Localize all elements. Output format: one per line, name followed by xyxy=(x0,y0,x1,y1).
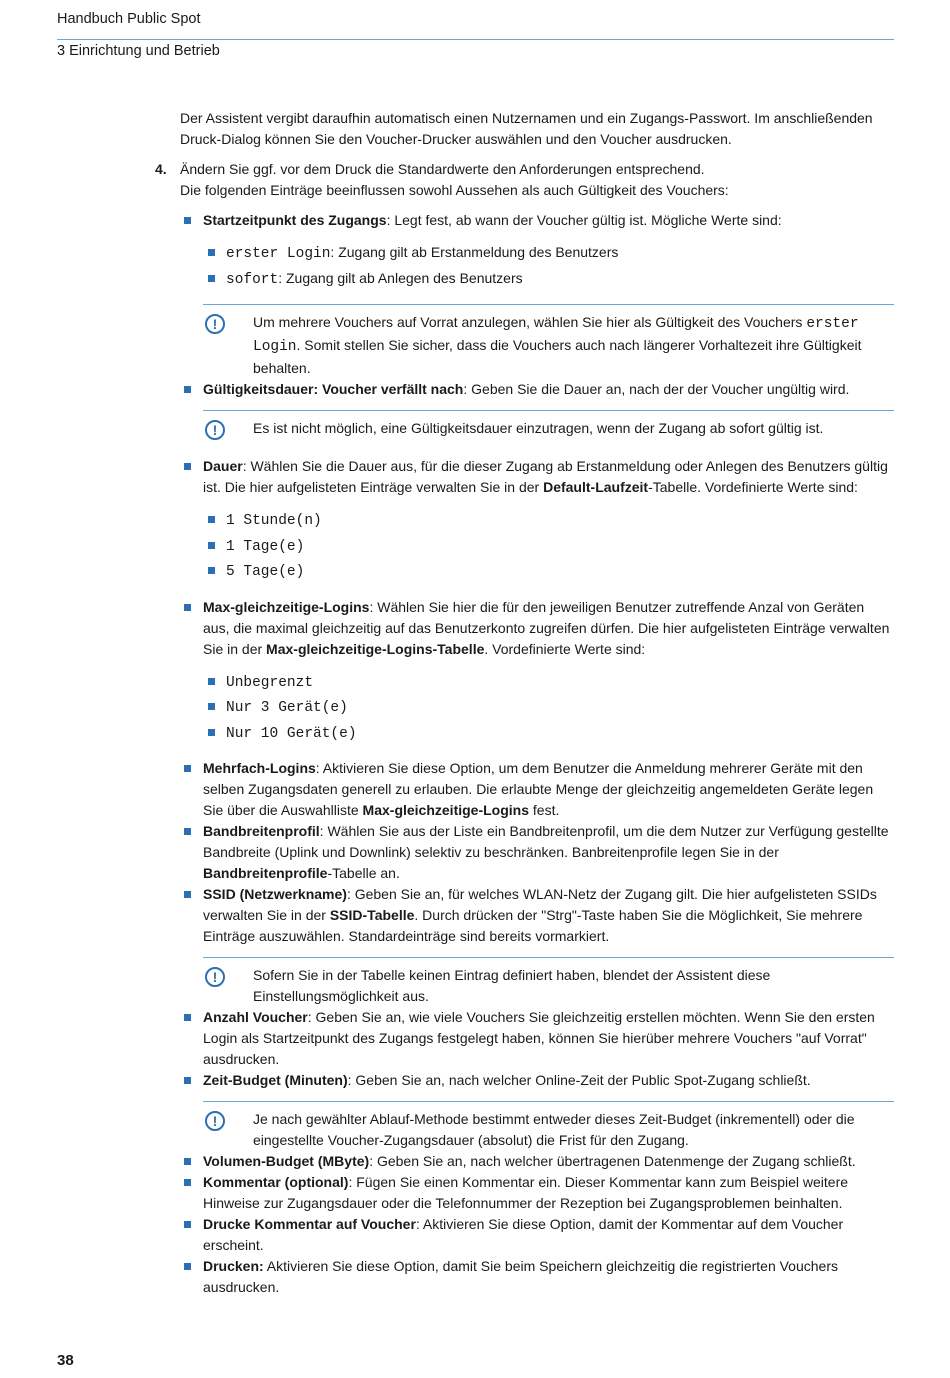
term-multi: Mehrfach-Logins xyxy=(203,760,316,776)
value-item xyxy=(203,508,894,534)
ref-multi: Max-gleichzeitige-Logins xyxy=(362,802,530,818)
note-text: Sofern Sie in der Tabelle keinen Eintrag definiert haben, blendet der Assistent diese Einstellungsmöglichkeit aus. xyxy=(253,967,771,1004)
note-ssid xyxy=(203,957,894,1007)
square-bullet-icon xyxy=(184,891,191,898)
ref-bandwidth: Bandbreitenprofile xyxy=(203,865,328,881)
desc-ssid-end: . Durch drücken der "Strg"-Taste haben Sie die Möglichkeit, Sie mehrere Einträge auszuwählen. Standardeinträge sind bereits vormarkiert. xyxy=(203,907,863,944)
maxlogins-values xyxy=(203,670,894,747)
list-item-timebudget xyxy=(180,1070,894,1151)
step-text: Ändern Sie ggf. vor dem Druck die Standardwerte den Anforderungen entsprechend. xyxy=(180,161,705,177)
square-bullet-icon xyxy=(208,678,215,685)
option-desc: : Zugang gilt ab Erstanmeldung des Benutzers xyxy=(330,244,619,260)
note-text: Je nach gewählter Ablauf-Methode bestimmt entweder dieses Zeit-Budget (inkrementell) oder die eingestellte Voucher-Zugangsdauer (absolut) die Frist für den Zugang. xyxy=(253,1111,855,1148)
term-count: Anzahl Voucher xyxy=(203,1009,308,1025)
note-text: Es ist nicht möglich, eine Gültigkeitsdauer einzutragen, wenn der Zugang ab sofort gültig ist. xyxy=(253,420,824,436)
desc-count: : Geben Sie an, wie viele Vouchers Sie gleichzeitig erstellen möchten. Wenn Sie den ersten Login als Startzeitpunkt des Zugangs festgelegt haben, können Sie hierüber mehrere Vouchers "auf Vorrat" ausdrucken. xyxy=(203,1009,875,1067)
square-bullet-icon xyxy=(184,1158,191,1165)
desc-maxlogins-end: . Vordefinierte Werte sind: xyxy=(484,640,646,657)
desc-start: : Legt fest, ab wann der Voucher gültig ist. Mögliche Werte sind: xyxy=(386,212,782,228)
list-item-multi xyxy=(180,758,894,821)
term-printcomment: Drucke Kommentar auf Voucher xyxy=(203,1216,416,1232)
info-exclamation-icon: ! xyxy=(205,967,225,987)
desc-multi: : Aktivieren Sie diese Option, um dem Benutzer die Anmeldung mehrerer Geräte mit den selben Zugangsdaten generell zu erlauben. Die erlaubte Menge der gleichzeitig angemeldeten Geräte legen Sie über die Auswahlliste xyxy=(203,760,874,818)
value-code: Nur 3 Gerät(e) xyxy=(226,700,348,716)
list-item-bandwidth xyxy=(180,821,894,884)
intro-paragraph: Der Assistent vergibt daraufhin automatisch einen Nutzernamen und ein Zugangs-Passwort. Im anschließenden Druck-Dialog können Sie den Voucher-Drucker auswählen und den Voucher ausdrucken. xyxy=(180,110,873,147)
square-bullet-icon xyxy=(184,765,191,772)
note-validity xyxy=(203,410,894,444)
square-bullet-icon xyxy=(184,1221,191,1228)
value-item xyxy=(203,559,894,585)
term-timebudget: Zeit-Budget (Minuten) xyxy=(203,1072,348,1088)
list-item-maxlogins xyxy=(180,597,894,747)
square-bullet-icon xyxy=(208,249,215,256)
desc-timebudget: : Geben Sie an, nach welcher Online-Zeit der Public Spot-Zugang schließt. xyxy=(347,1072,811,1088)
info-exclamation-icon: ! xyxy=(205,314,225,334)
list-item-print xyxy=(180,1256,894,1298)
option-item xyxy=(203,241,894,267)
desc-maxlogins: : Wählen Sie hier die für den jeweiligen Benutzer zutreffende Anzal von Geräten aus, die maximal gleichzeitig auf das Benutzerkonto zugreifen dürfen. Die hier aufgelisteten Einträge verwalten Sie in der xyxy=(203,598,890,657)
term-ssid: SSID (Netzwerkname) xyxy=(203,886,347,902)
running-header-title: Handbuch Public Spot xyxy=(57,11,201,27)
value-code: Unbegrenzt xyxy=(226,674,314,691)
list-item-comment xyxy=(180,1172,894,1214)
square-bullet-icon xyxy=(184,217,191,224)
desc-bandwidth-end: -Tabelle an. xyxy=(327,865,400,881)
list-item-printcomment xyxy=(180,1214,894,1256)
square-bullet-icon xyxy=(184,1014,191,1021)
option-code: erster Login xyxy=(226,246,331,262)
ref-duration: Default-Laufzeit xyxy=(543,479,649,495)
desc-ssid: : Geben Sie an, für welches WLAN-Netz der Zugang gilt. Die hier aufgelisteten SSIDs verwalten Sie in der xyxy=(203,886,877,923)
term-volume: Volumen-Budget (MByte) xyxy=(203,1153,370,1169)
list-item-volume xyxy=(180,1151,894,1172)
value-item xyxy=(203,721,894,747)
option-item xyxy=(203,267,894,293)
term-duration: Dauer xyxy=(203,458,243,474)
info-exclamation-icon: ! xyxy=(205,1111,225,1131)
ref-maxlogins: Max-gleichzeitige-Logins-Tabelle xyxy=(266,640,485,657)
square-bullet-icon xyxy=(208,275,215,282)
term-comment: Kommentar (optional) xyxy=(203,1174,349,1190)
square-bullet-icon xyxy=(208,567,215,574)
term-print: Drucken: xyxy=(203,1258,264,1274)
desc-validity: : Geben Sie die Dauer an, nach der der Voucher ungültig wird. xyxy=(463,381,850,397)
page-content xyxy=(155,108,894,1298)
desc-comment: : Fügen Sie einen Kommentar ein. Dieser Kommentar kann zum Beispiel weitere Hinweise zur Zugangsdauer oder die Telefonnummer der Rezeption bei Zugangsproblemen beinhalten. xyxy=(203,1174,849,1211)
list-item-duration xyxy=(180,456,894,585)
square-bullet-icon xyxy=(208,542,215,549)
value-code: Nur 10 Gerät(e) xyxy=(226,725,357,742)
term-maxlogins: Max-gleichzeitige-Logins xyxy=(203,598,370,615)
running-header-chapter: 3 Einrichtung und Betrieb xyxy=(57,43,220,59)
value-code: 1 Tage(e) xyxy=(226,538,305,555)
square-bullet-icon xyxy=(184,1263,191,1270)
desc-duration: : Wählen Sie die Dauer aus, für die dieser Zugang ab Erstanmeldung oder Anlegen des Benutzers gültig ist. Die hier aufgelisteten Einträge verwalten Sie in der xyxy=(203,458,888,495)
desc-bandwidth: : Wählen Sie aus der Liste ein Bandbreitenprofil, um die dem Nutzer zur Verfügung gestellte Bandbreite (Uplink und Downlink) selektiv zu beschränken. Banbreitenprofile legen Sie in der xyxy=(203,823,889,860)
term-start: Startzeitpunkt des Zugangs xyxy=(203,212,387,228)
term-bandwidth: Bandbreitenprofil xyxy=(203,823,320,839)
term-validity: Gültigkeitsdauer: Voucher verfällt nach xyxy=(203,381,464,397)
settings-list xyxy=(180,210,894,1298)
desc-duration-end: -Tabelle. Vordefinierte Werte sind: xyxy=(648,479,858,495)
square-bullet-icon xyxy=(208,516,215,523)
option-code: sofort xyxy=(226,271,279,288)
list-item-start xyxy=(180,210,894,379)
value-item xyxy=(203,670,894,696)
note-text: Um mehrere Vouchers auf Vorrat anzulegen, wählen Sie hier als Gültigkeit des Vouchers xyxy=(253,314,807,330)
step-number: 4. xyxy=(155,161,167,177)
square-bullet-icon xyxy=(184,386,191,393)
start-options xyxy=(203,241,894,292)
value-code: 5 Tage(e) xyxy=(226,564,305,580)
page-number: 38 xyxy=(57,1352,74,1369)
value-code: 1 Stunde(n) xyxy=(226,513,322,529)
step-4 xyxy=(155,159,894,180)
square-bullet-icon xyxy=(184,1179,191,1186)
list-item-validity xyxy=(180,379,894,444)
square-bullet-icon xyxy=(184,828,191,835)
ref-ssid: SSID-Tabelle xyxy=(329,907,415,923)
desc-printcomment: : Aktivieren Sie diese Option, damit der Kommentar auf dem Voucher erscheint. xyxy=(203,1216,844,1253)
step-lead: Die folgenden Einträge beeinflussen sowohl Aussehen als auch Gültigkeit des Vouchers: xyxy=(180,182,729,198)
note-text-post: . Somit stellen Sie sicher, dass die Vouchers auch nach längerer Vorhaltezeit ihre Gültigkeit behalten. xyxy=(253,337,862,376)
list-item-count xyxy=(180,1007,894,1070)
header-divider xyxy=(57,39,894,40)
desc-print: Aktivieren Sie diese Option, damit Sie beim Speichern gleichzeitig die registrierten Vouchers ausdrucken. xyxy=(203,1258,838,1295)
list-item-ssid xyxy=(180,884,894,1007)
info-exclamation-icon: ! xyxy=(205,420,225,440)
square-bullet-icon xyxy=(184,1077,191,1084)
square-bullet-icon xyxy=(208,703,215,710)
note-code: erster Login xyxy=(253,316,859,355)
value-item xyxy=(203,534,894,560)
square-bullet-icon xyxy=(208,729,215,736)
note-start xyxy=(203,304,894,379)
square-bullet-icon xyxy=(184,604,191,611)
desc-multi-end: fest. xyxy=(529,802,560,818)
note-timebudget xyxy=(203,1101,894,1151)
duration-values xyxy=(203,508,894,585)
desc-volume: : Geben Sie an, nach welcher übertragenen Datenmenge der Zugang schließt. xyxy=(369,1153,856,1169)
square-bullet-icon xyxy=(184,463,191,470)
value-item xyxy=(203,695,894,721)
option-desc: : Zugang gilt ab Anlegen des Benutzers xyxy=(278,269,523,286)
